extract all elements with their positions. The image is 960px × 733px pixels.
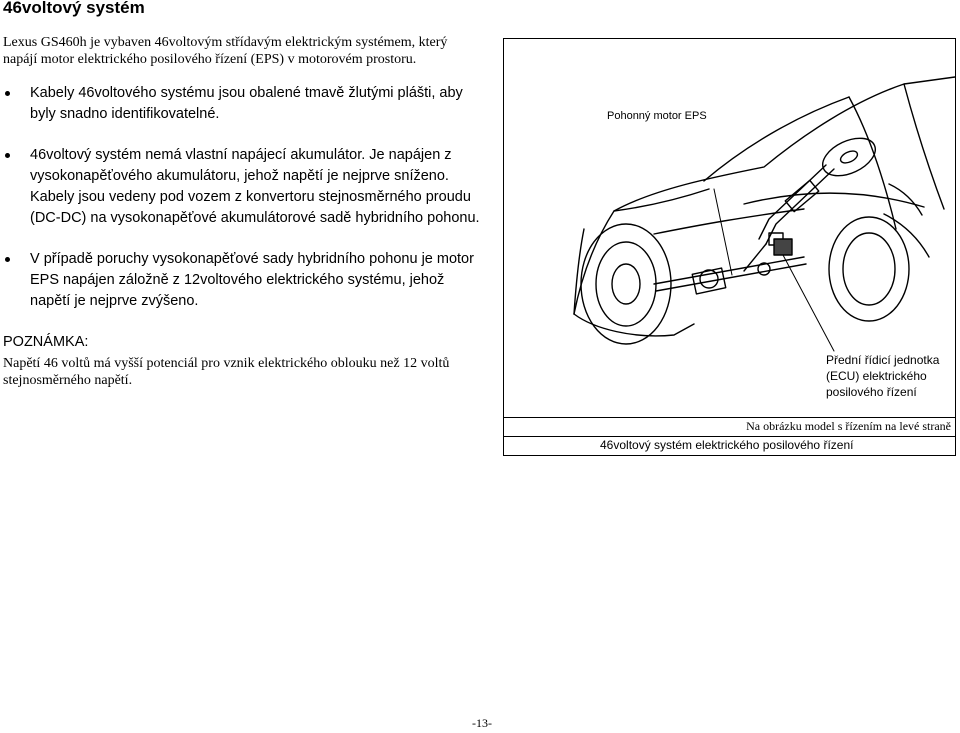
eps-figure (503, 38, 956, 456)
note-heading: POZNÁMKA: (3, 334, 89, 350)
page-number: -13- (472, 716, 492, 730)
label-ecu: Přední řídicí jednotka (ECU) elektrického posilového řízení (826, 353, 940, 399)
page-title: 46voltový systém (3, 0, 145, 17)
bullet-item: V případě poruchy vysokonapěťové sady hybridního pohonu je motor EPS napájen záložně z 12voltového elektrického systému, jehož napětí je nejprve zvýšeno. (0, 249, 480, 312)
bullet-item: 46voltový systém nemá vlastní napájecí akumulátor. Je napájen z vysokonapěťového akumulátoru, jehož napětí je nejprve sníženo. Kabely jsou vedeny pod vozem z konvertoru stejnosměrného proudu (DC-DC) na vysokonapěťové akumulátorové sadě hybridního pohonu. (0, 145, 480, 229)
intro-paragraph: Lexus GS460h je vybaven 46voltovým střídavým elektrickým systémem, který napájí motor elektrického posilového řízení (EPS) v motorovém prostoru. (3, 35, 448, 67)
note-text: Napětí 46 voltů má vyšší potenciál pro vznik elektrického oblouku než 12 voltů stejnosměrného napětí. (3, 356, 450, 388)
figure-caption: 46voltový systém elektrického posilového řízení (600, 438, 854, 452)
label-eps-motor: Pohonný motor EPS (607, 110, 707, 122)
bullet-list (0, 83, 480, 312)
bullet-item: Kabely 46voltového systému jsou obalené tmavě žlutými plášti, aby byly snadno identifikovatelné. (0, 83, 480, 125)
caption-note: Na obrázku model s řízením na levé straně (746, 419, 951, 433)
